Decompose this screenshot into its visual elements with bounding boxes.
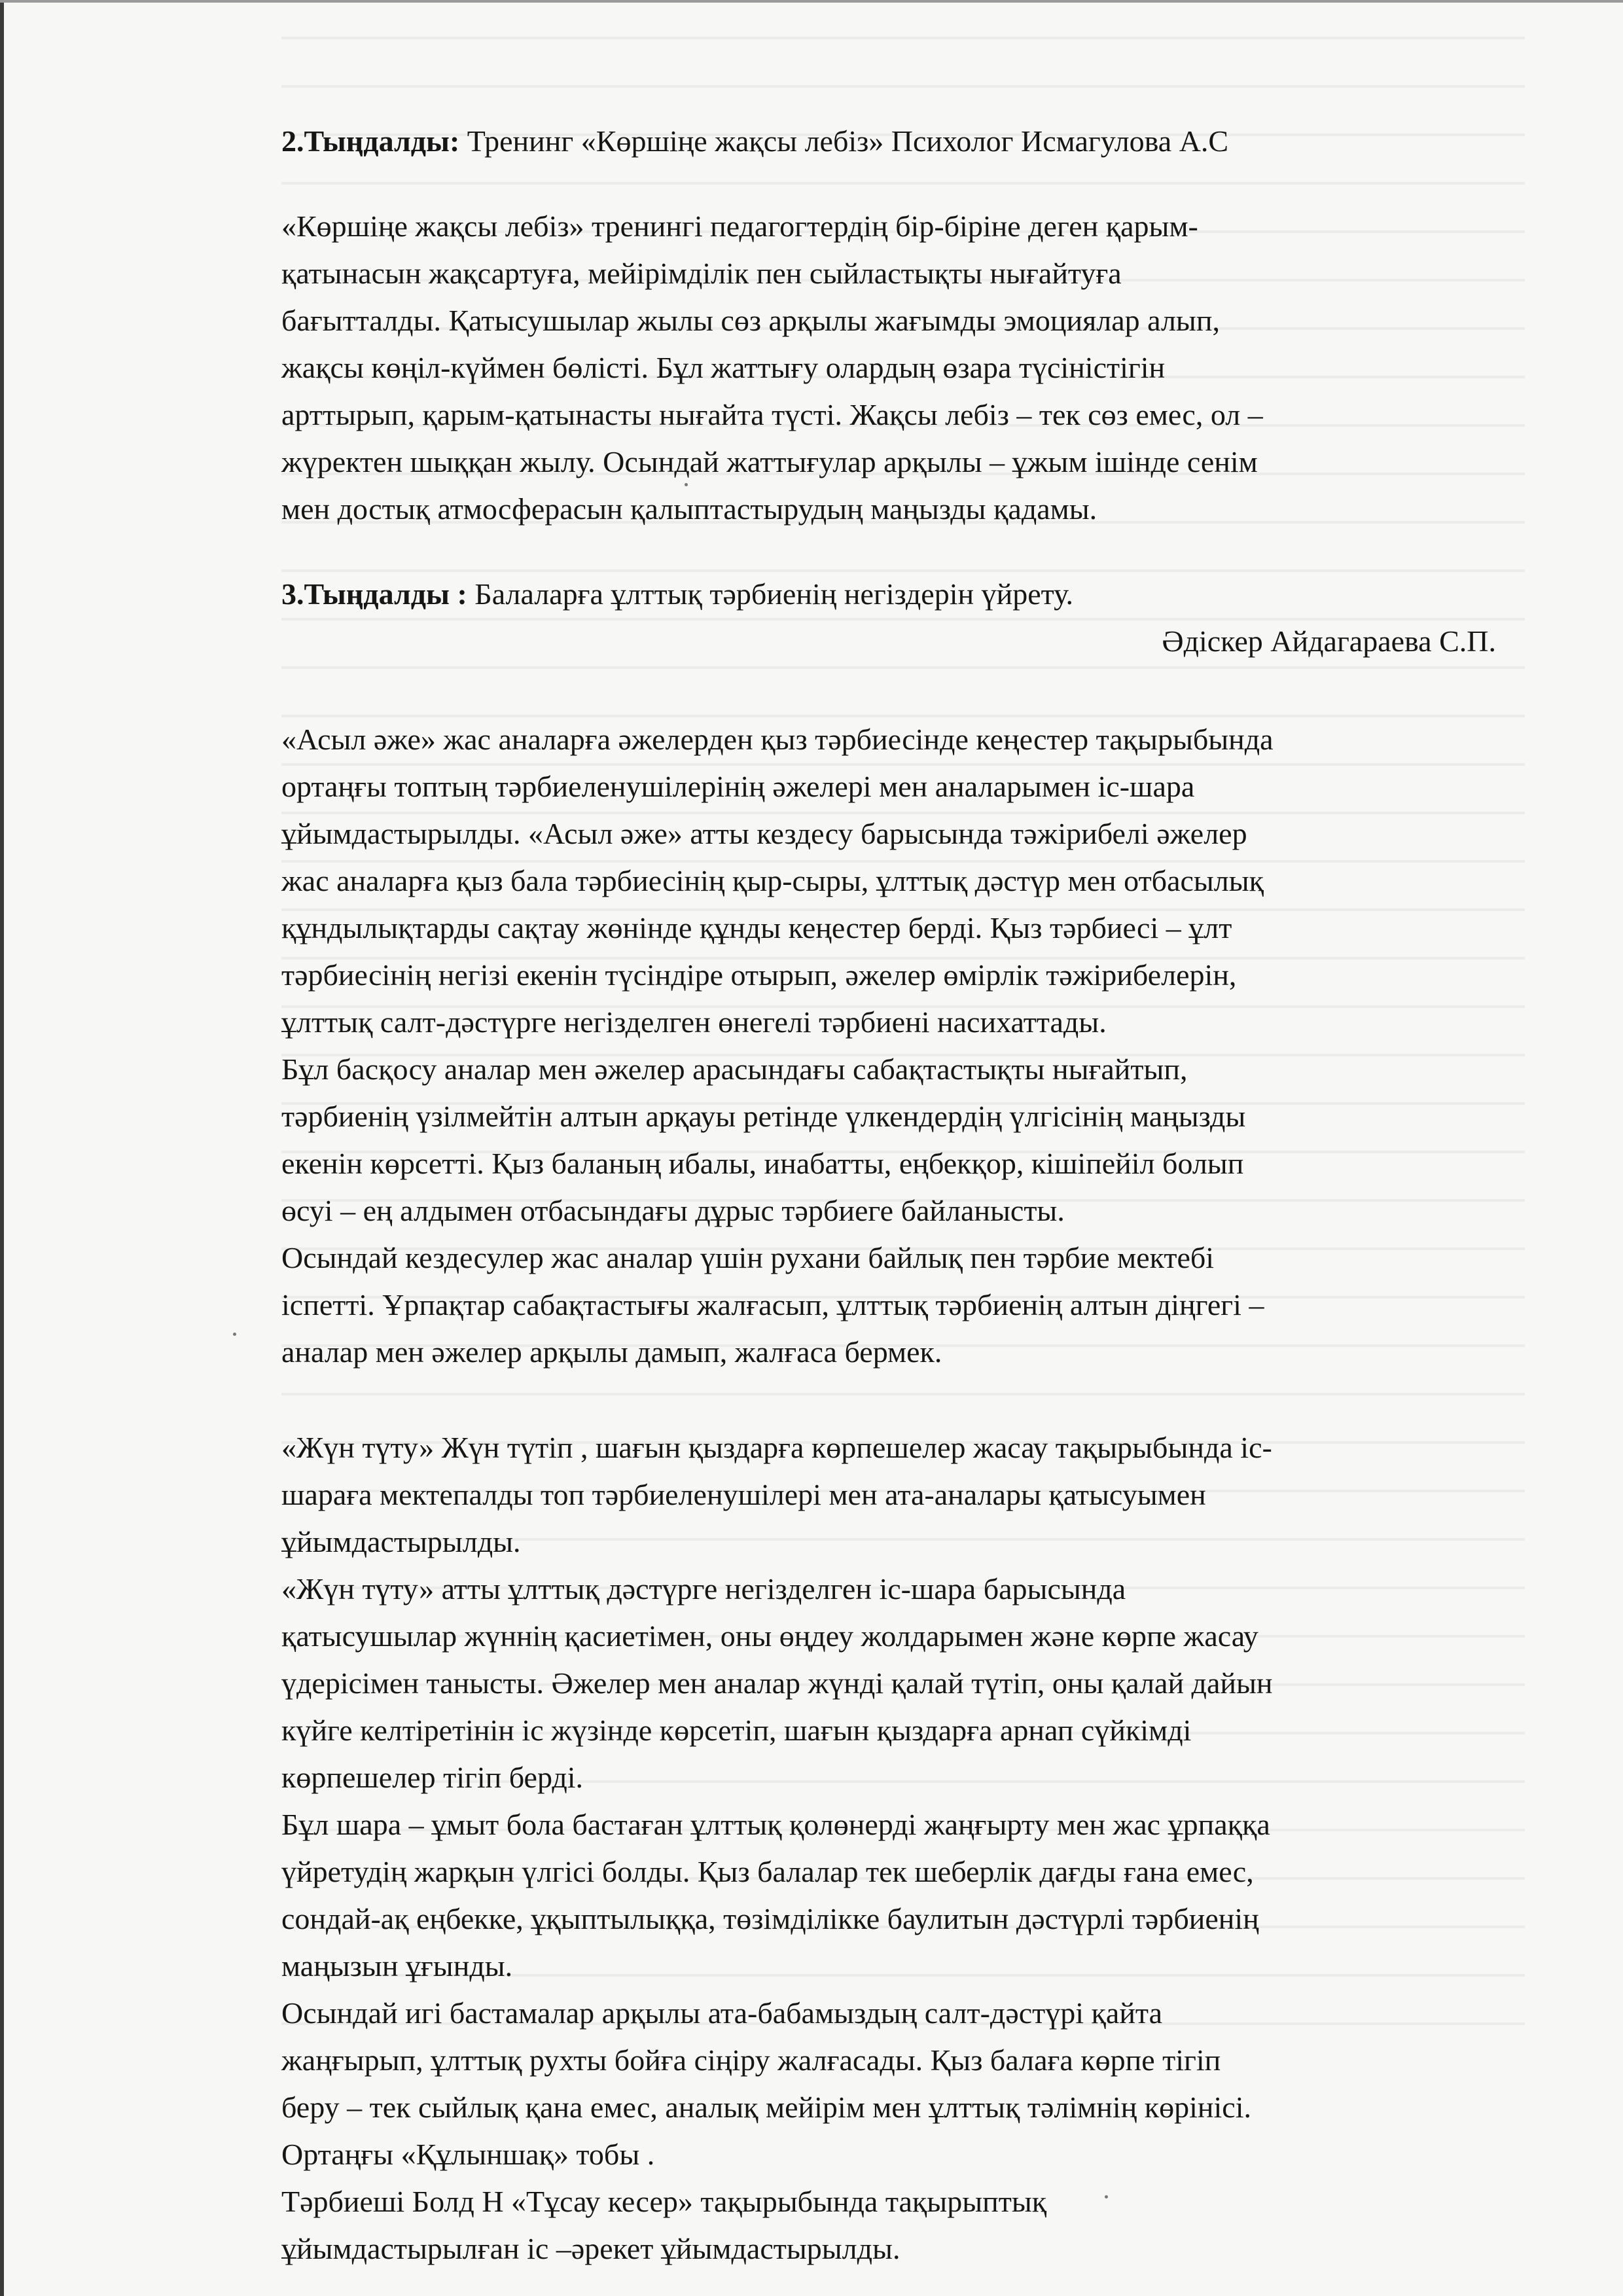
section-3-label: 3.Тыңдалды : — [281, 577, 467, 611]
zhun-tutu-paragraph: «Жүн түту» Жүн түтіп , шағын қыздарға көрпешелер жасау тақырыбында іс- шараға мектепалды топ тәрбиеленушілері мен ата-аналары қатысуымен ұйымдастырылды. «Жүн түту» атты ұлттық дәстүрге негізделген іс-шара барысында қатысушылар жүннің қасиетімен, оны өңдеу жолдарымен және көрпе жасау үдерісімен танысты. Әжелер мен аналар жүнді қалай түтіп, оны қалай дайын күйге келтіретінін іс жүзінде көрсетіп, шағын қыздарға арнап сүйкімді көрпешелер тігіп берді. Бұл шара – ұмыт бола бастаған ұлттық қолөнерді жаңғырту мен жас ұрпаққа үйретудің жарқын үлгісі болды. Қыз балалар тек шеберлік дағды ғана емес, сондай-ақ еңбекке, ұқыптылыққа, төзімділікке баулитын дәстүрлі тәрбиенің маңызын ұғынды. Осындай игі бастамалар арқылы ата-бабамыздың салт-дәстүрі қайта жаңғырып, ұлттық рухты бойға сіңіру жалғасады. Қыз балаға көрпе тігіп беру – тек сыйлық қана емес, аналық мейірім мен ұлттық тәлімнің көрінісі. Ортаңғы «Құлыншақ» тобы . Тәрбиеші Болд Н «Тұсау кесер» тақырыбында тақырыптық ұйымдастырылған іс –әрекет ұйымдастырылды. — [281, 1431, 1273, 2265]
scan-edge-top — [0, 0, 1623, 3]
asyl-azhe-paragraph: «Асыл әже» жас аналарға әжелерден қыз тәрбиесінде кеңестер тақырыбында ортаңғы топтың тәрбиеленушілерінің әжелері мен аналарымен іс-шара ұйымдастырылды. «Асыл әже» атты кездесу барысында тәжірибелі әжелер жас аналарға қыз бала тәрбиесінің қыр-сыры, ұлттық дәстүр мен отбасылық құндылықтарды сақтау жөнінде құнды кеңестер берді. Қыз тәрбиесі – ұлт тәрбиесінің негізі екенін түсіндіре отырып, әжелер өмірлік тәжірибелерін, ұлттық салт-дәстүрге негізделген өнегелі тәрбиені насихаттады. Бұл басқосу аналар мен әжелер арасындағы сабақтастықты нығайтып, тәрбиенің үзілмейтін алтын арқауы ретінде үлкендердің үлгісінің маңызды екенін көрсетті. Қыз баланың ибалы, инабатты, еңбекқор, кішіпейіл болып өсуі – ең алдымен отбасындағы дұрыс тәрбиеге байланысты. Осындай кездесулер жас аналар үшін рухани байлық пен тәрбие мектебі іспетті. Ұрпақтар сабақтастығы жалғасып, ұлттық тәрбиенің алтын діңгегі – аналар мен әжелер арқылы дамып, жалғаса бермек. — [281, 723, 1274, 1369]
section-2-label: 2.Тыңдалды: — [281, 124, 460, 158]
section-2-heading — [281, 118, 1525, 165]
section-2-paragraph: «Көршіңе жақсы лебіз» тренингі педагогтердің бір-біріне деген қарым- қатынасын жақсартуға, мейірімділік пен сыйластықты нығайтуға бағытталды. Қатысушылар жылы сөз арқылы жағымды эмоциялар алып, жақсы көңіл-күймен бөлісті. Бұл жаттығу олардың өзара түсіністігін арттырып, қарым-қатынасты нығайта түсті. Жақсы лебіз – тек сөз емес, ол – жүректен шыққан жылу. Осындай жаттығулар арқылы – ұжым ішінде сенім мен достық атмосферасын қалыптастырудың маңызды қадамы. — [281, 209, 1263, 526]
document-body — [281, 118, 1525, 2272]
section-3-heading — [281, 571, 1525, 618]
section-3-author: Әдіскер Айдагараева С.П. — [1162, 624, 1496, 658]
scan-speck — [233, 1333, 236, 1336]
scan-edge-left — [0, 0, 4, 2296]
section-2-title: Тренинг «Көршіңе жақсы лебіз» Психолог Исмагулова А.С — [459, 124, 1229, 158]
section-3-title: Балаларға ұлттық тәрбиенің негіздерін үйрету. — [467, 577, 1074, 611]
